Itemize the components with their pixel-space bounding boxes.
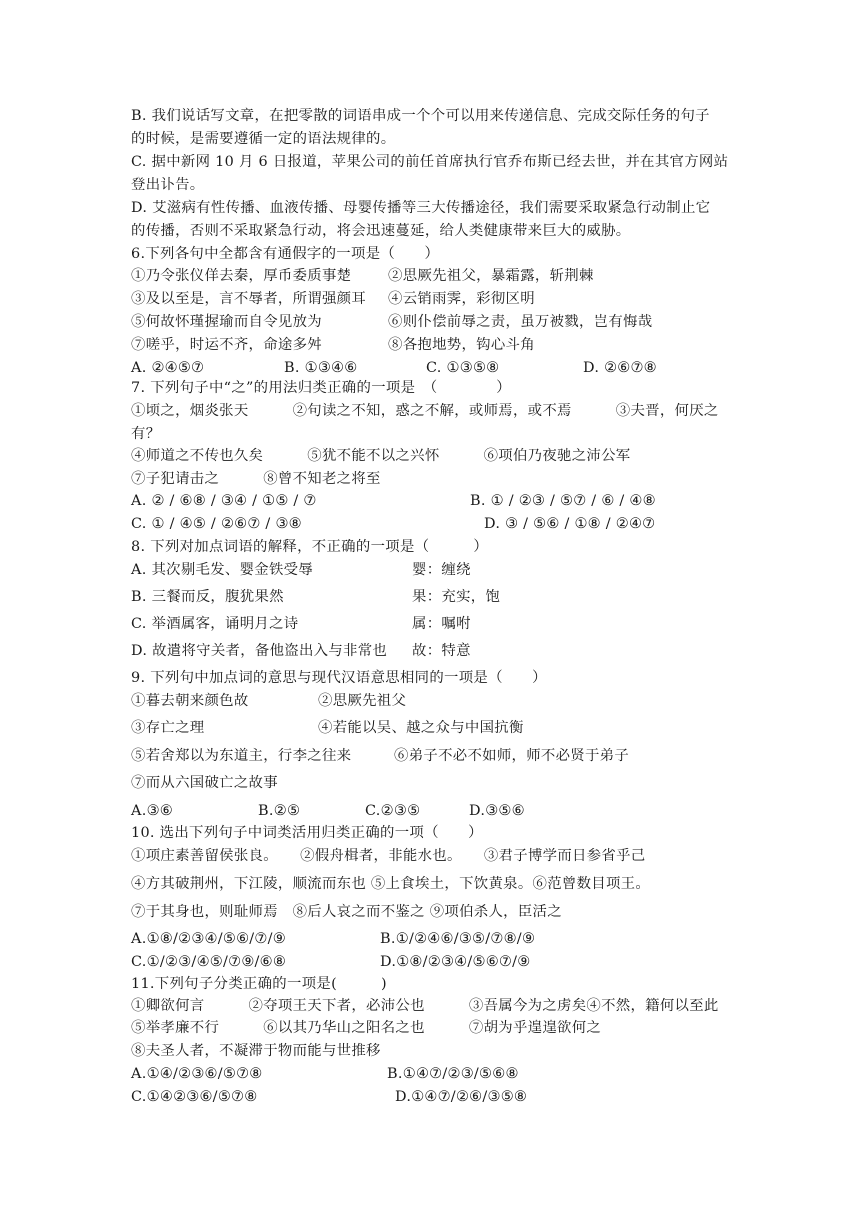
q9-item-4: ④若能以吴、越之众与中国抗衡 bbox=[318, 720, 524, 736]
q6-item-8: ⑧各抱地势，钩心斗角 bbox=[388, 337, 535, 353]
q9-item-2: ②思厥先祖父 bbox=[318, 693, 407, 709]
q9-item-3: ③存亡之理 bbox=[131, 720, 205, 736]
q6-stem: 6.下列各句中全都含有通假字的一项是（ ） bbox=[131, 246, 440, 262]
q6-item-5: ⑤何故怀瑾握瑜而自令见放为 bbox=[131, 314, 322, 330]
q5-option-b-line2: 的时候，是需要遵循一定的语法规律的。 bbox=[131, 131, 396, 147]
q11-option-d: D.①④⑦/②⑥/③⑤⑧ bbox=[395, 1089, 528, 1105]
q6-item-1: ①乃令张仪佯去秦，厚币委质事楚 bbox=[131, 268, 352, 284]
q10-items-row1: ①项庄素善留侯张良。 ②假舟楫者，非能水也。 ③君子博学而日参省乎己 bbox=[131, 848, 646, 864]
q9-option-a: A.③⑥ bbox=[131, 803, 173, 819]
q8-stem: 8. 下列对加点词语的解释，不正确的一项是（ ） bbox=[131, 539, 489, 555]
q10-option-d: D.①⑧/②③④/⑤⑥⑦/⑨ bbox=[380, 954, 531, 970]
q9-item-7: ⑦而从六国破亡之故事 bbox=[131, 775, 278, 791]
q10-stem: 10. 选出下列句子中词类活用归类正确的一项（ ） bbox=[131, 825, 483, 841]
q9-option-c: C.②③⑤ bbox=[365, 803, 421, 819]
q7-items-row3: ④师道之不传也久矣 ⑤犹不能不以之兴怀 ⑥项伯乃夜驰之沛公军 bbox=[131, 448, 631, 464]
q7-stem: 7. 下列句子中“之”的用法归类正确的一项是 （ ） bbox=[131, 380, 511, 396]
q7-option-d: D. ③ / ⑤⑥ / ①⑧ / ②④⑦ bbox=[484, 516, 656, 532]
q6-option-c: C. ①③⑤⑧ bbox=[426, 360, 500, 376]
q9-item-5: ⑤若舍郑以为东道主，行李之往来 bbox=[131, 748, 352, 764]
q7-option-c: C. ① / ④⑤ / ②⑥⑦ / ③⑧ bbox=[131, 516, 302, 532]
q6-item-3: ③及以至是，言不辱者，所谓强颜耳 bbox=[131, 291, 367, 307]
q11-option-b: B.①④⑦/②③/⑤⑥⑧ bbox=[387, 1066, 519, 1082]
q6-item-2: ②思厥先祖父，暴霜露，斩荆棘 bbox=[388, 268, 594, 284]
q8-option-a-sentence: A. 其次剔毛发、婴金铁受辱 bbox=[131, 562, 314, 578]
q11-items-row2: ⑤举孝廉不行 ⑥以其乃华山之阳名之也 ⑦胡为乎遑遑欲何之 bbox=[131, 1020, 602, 1036]
q9-stem: 9. 下列句中加点词的意思与现代汉语意思相同的一项是（ ） bbox=[131, 670, 547, 686]
q11-option-a: A.①④/②③⑥/⑤⑦⑧ bbox=[131, 1066, 263, 1082]
q5-option-b-line1: B. 我们说话写文章，在把零散的词语串成一个个可以用来传递信息、完成交际任务的句子 bbox=[131, 108, 710, 124]
q6-item-6: ⑥则仆偿前辱之责，虽万被戮，岂有悔哉 bbox=[388, 314, 653, 330]
q8-option-a-explanation: 婴：缠绕 bbox=[412, 562, 471, 578]
q9-option-d: D.③⑤⑥ bbox=[469, 803, 525, 819]
q8-option-c-explanation: 属：嘱咐 bbox=[412, 616, 471, 632]
q8-option-b-sentence: B. 三餐而反，腹犹果然 bbox=[131, 589, 284, 605]
q7-option-a: A. ② / ⑥⑧ / ③④ / ①⑤ / ⑦ bbox=[131, 493, 317, 509]
q6-option-a: A. ②④⑤⑦ bbox=[131, 360, 205, 376]
q10-option-b: B.①/②④⑥/③⑤/⑦⑧/⑨ bbox=[380, 931, 536, 947]
q7-items-row1: ①顷之，烟炎张天 ②句读之不知，惑之不解，或师焉，或不焉 ③夫晋，何厌之 bbox=[131, 403, 719, 419]
q5-option-c-line1: C. 据中新网 10 月 6 日报道，苹果公司的前任首席执行官乔布斯已经去世，并在其官方网站 bbox=[131, 154, 729, 170]
q7-option-b: B. ① / ②③ / ⑤⑦ / ⑥ / ④⑧ bbox=[470, 493, 656, 509]
q9-item-6: ⑥弟子不必不如师，师不必贤于弟子 bbox=[394, 748, 630, 764]
q10-items-row3: ⑦于其身也，则耻师焉 ⑧后人哀之而不鉴之 ⑨项伯杀人，臣活之 bbox=[131, 904, 562, 920]
q11-stem: 11.下列句子分类正确的一项是( ) bbox=[131, 976, 387, 992]
q10-items-row2: ④方其破荆州，下江陵，顺流而东也 ⑤上食埃土，下饮黄泉。⑥范曾数目项王。 bbox=[131, 876, 651, 892]
q8-option-d-sentence: D. 故遣将守关者，备他盗出入与非常也 bbox=[131, 643, 388, 659]
q7-items-row2: 有？ bbox=[131, 426, 161, 442]
q5-option-c-line2: 登出讣告。 bbox=[131, 177, 205, 193]
q11-option-c: C.①④②③⑥/⑤⑦⑧ bbox=[131, 1089, 258, 1105]
q6-item-4: ④云销雨霁，彩彻区明 bbox=[388, 291, 535, 307]
q5-option-d-line2: 的传播，否则不采取紧急行动，将会迅速蔓延，给人类健康带来巨大的威胁。 bbox=[131, 223, 631, 239]
q6-option-d: D. ②⑥⑦⑧ bbox=[583, 360, 657, 376]
q10-option-a: A.①⑧/②③④/⑤⑥/⑦/⑨ bbox=[131, 931, 286, 947]
q6-option-b: B. ①③④⑥ bbox=[284, 360, 358, 376]
q10-option-c: C.①/②③/④⑤/⑦⑨/⑥⑧ bbox=[131, 954, 287, 970]
q11-items-row1: ①卿欲何言 ②夺项王天下者，必沛公也 ③吾属今为之虏矣④不然，籍何以至此 bbox=[131, 998, 719, 1014]
q6-item-7: ⑦嗟乎，时运不齐，命途多舛 bbox=[131, 337, 322, 353]
q8-option-d-explanation: 故：特意 bbox=[412, 643, 471, 659]
q11-items-row3: ⑧夫圣人者，不凝滞于物而能与世推移 bbox=[131, 1043, 381, 1059]
q7-items-row4: ⑦子犯请击之 ⑧曾不知老之将至 bbox=[131, 471, 381, 487]
q5-option-d-line1: D. 艾滋病有性传播、血液传播、母婴传播等三大传播途径，我们需要采取紧急行动制止它 bbox=[131, 200, 711, 216]
q8-option-b-explanation: 果：充实，饱 bbox=[412, 589, 501, 605]
q9-item-1: ①暮去朝来颜色故 bbox=[131, 693, 249, 709]
q9-option-b: B.②⑤ bbox=[258, 803, 301, 819]
q8-option-c-sentence: C. 举酒属客，诵明月之诗 bbox=[131, 616, 299, 632]
